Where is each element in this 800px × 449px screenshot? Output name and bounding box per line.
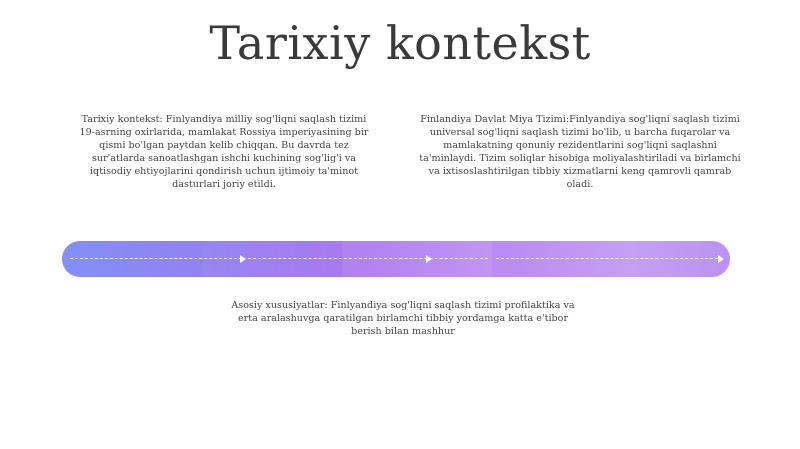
timeline-dashed-line — [248, 258, 488, 259]
key-features-text: Asosiy xususiyatlar: Finlyandiya sog'liqni saqlash tizimi profilaktika va erta aralashuvga qaratilgan birlamchi tibbiy yordamga katta e'tibor berish bilan mashhur — [231, 300, 575, 337]
slide-title: Tarixiy kontekst — [209, 16, 591, 70]
historical-context-text: Tarixiy kontekst: Finlyandiya milliy sog'liqni saqlash tizimi 19-asrning oxirlarida, mamlakat Rossiya imperiyasining bir qismi bo'lgan paytdan kelib chiqqan. Bu davrda tez sur'atlarda sanoatlashgan ishchi kuchining sog'lig'i va iqtisodiy ehtiyojlarini qondirish uchun ijtimoiy ta'minot dasturlari joriy etildi. — [79, 114, 369, 190]
timeline-bar — [62, 241, 730, 277]
health-system-text: Finlandiya Davlat Miya Tizimi:Finlyandiya sog'liqni saqlash tizimi universal sog'liqni saqlash tizimi bo'lib, u barcha fuqarolar va mamlakatning qonuniy rezidentlarini sog'liqni saqlashni ta'minlaydi. Tizim soliqlar hisobiga moliyalashtiriladi va birlamchi va ixtisoslashtirilgan tibbiy xizmatlarni keng qamrovli qamrab oladi. — [419, 114, 741, 190]
arrow-right-icon — [240, 255, 246, 263]
timeline-segment — [342, 241, 492, 277]
timeline-segment — [492, 241, 730, 277]
timeline-segment — [62, 241, 202, 277]
arrow-right-icon — [426, 255, 432, 263]
timeline-segment — [202, 241, 342, 277]
arrow-right-icon — [718, 255, 724, 263]
timeline-dashed-line — [496, 258, 718, 259]
timeline-dashed-line — [70, 258, 242, 259]
